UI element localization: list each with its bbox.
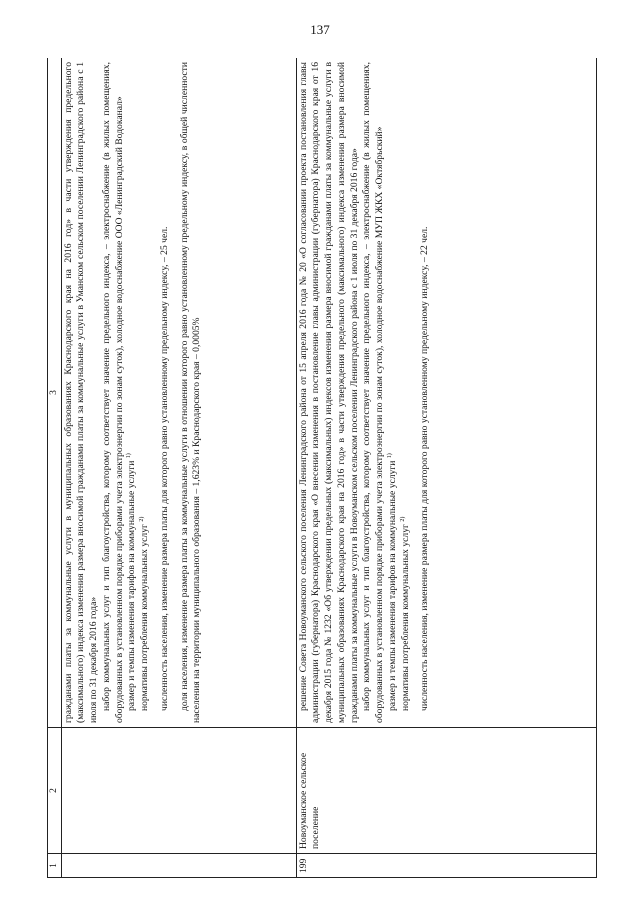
row-description-cell [296, 58, 596, 728]
text-paragraph: набор коммунальных услуг и тип благоустройства, которому соответствует значение предельного индекса, – электроснабжение (в жилых помещениях, оборудованных в установленном порядке приборами учета электроэнергии по зонам суток), холодное водоснабжение МУП ЖКХ «Октябрьский» [361, 62, 386, 723]
footnote-mark: 1) [126, 453, 133, 459]
data-table [47, 58, 597, 878]
table-header-row [48, 58, 62, 878]
row-name-cell: Новоуманское сельское поселение [296, 728, 596, 854]
table-row-continuation [61, 58, 296, 878]
text-paragraph: численность населения, изменение размера платы для которого равно установленному предельному индексу, – 25 чел. [158, 226, 170, 711]
header-cell-1: 1 [48, 854, 62, 878]
row-description-cell [61, 58, 296, 728]
text-paragraph: гражданами платы за коммунальные услуги в муниципальных образованиях Краснодарского края на 2016 год» в части утверждения предельного (максимального) индекса изменения размера вносимой гражданами платы за коммунальные услуги в Уманском сельском поселении Ленинградского района с 1 июля по 31 декабря 2016 года» [62, 62, 100, 723]
text-span: нормативы потребления коммунальных услуг [139, 524, 151, 711]
text-span: размер и темпы изменения тарифов на коммунальные услуги [126, 460, 138, 711]
table-row [296, 58, 596, 878]
footnote-mark: 1) [386, 453, 393, 459]
text-paragraph [139, 62, 152, 723]
row-number-cell [61, 854, 296, 878]
row-number-cell: 199 [296, 854, 596, 878]
text-paragraph [126, 62, 139, 723]
text-paragraph: решение Совета Новоуманского сельского поселения Ленинградского района от 15 апреля 2016 года № 20 «О согласовании проекта постановления главы администрации (губернатора) Краснодарского края «О внесении изменения в постановление главы администрации (губернатора) Краснодарского края от 16 декабря 2015 года № 1232 «Об утверждении предельных (максимальных) индексов изменения размера вносимой гражданами платы за коммунальные услуги в муниципальных образованиях Краснодарского края на 2016 год» в части утверждения предельного (максимального) индекса изменения размера вносимой гражданами платы за коммунальные услуги в Новоуманском сельском поселении Ленинградского района с 1 июля по 31 декабря 2016 года» [297, 62, 360, 723]
rotated-table-container [47, 58, 597, 878]
footnote-mark: 2) [399, 516, 406, 522]
text-paragraph [387, 62, 400, 723]
footnote-mark: 2) [138, 516, 145, 522]
header-cell-3: 3 [48, 58, 62, 728]
text-span: нормативы потребления коммунальных услуг [399, 524, 411, 711]
header-cell-2: 2 [48, 728, 62, 854]
text-paragraph: численность населения, изменение размера платы для которого равно установленному предельному индексу, – 22 чел. [419, 226, 431, 711]
text-span: размер и темпы изменения тарифов на коммунальные услуги [386, 460, 398, 711]
row-name-cell [61, 728, 296, 854]
text-paragraph: доля населения, изменение размера платы за коммунальные услуги в отношении которого равно установленному предельному индексу, в общей численности населения на территории муниципального образования – 1,623% и Краснодарского края – 0,0005% [178, 62, 203, 723]
page-number: 137 [310, 22, 330, 37]
rotated-table-frame [47, 58, 597, 878]
text-paragraph [400, 62, 413, 723]
text-paragraph: набор коммунальных услуг и тип благоустройства, которому соответствует значение предельного индекса, – электроснабжение (в жилых помещениях, оборудованных в установленном порядке приборами учета электроэнергии по зонам суток), холодное водоснабжение ООО «Ленинградский Водоканал» [100, 62, 125, 723]
